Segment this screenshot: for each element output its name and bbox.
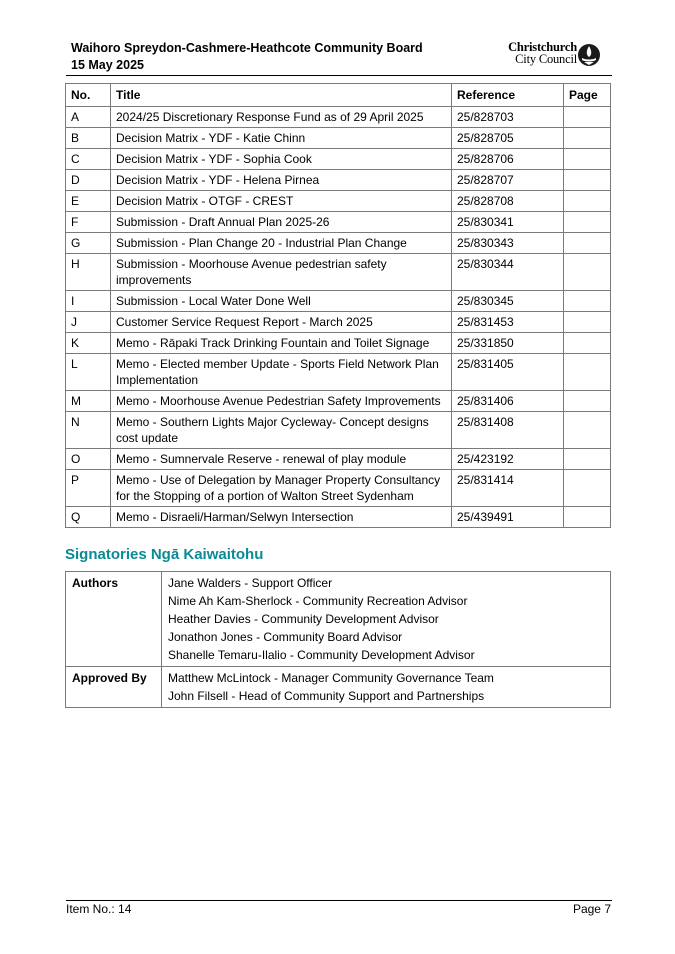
author-name: Shanelle Temaru-Ilalio - Community Development Advisor <box>168 648 475 662</box>
table-row <box>66 354 611 391</box>
meeting-date: 15 May 2025 <box>71 58 144 72</box>
table-row <box>66 449 611 470</box>
cell-page <box>564 507 611 528</box>
cell-title: Submission - Local Water Done Well <box>111 291 452 312</box>
cell-reference: 25/830343 <box>452 233 564 254</box>
cell-title: Decision Matrix - YDF - Helena Pirnea <box>111 170 452 191</box>
cell-page <box>564 128 611 149</box>
cell-reference: 25/828707 <box>452 170 564 191</box>
cell-reference: 25/830341 <box>452 212 564 233</box>
cell-no: B <box>66 128 111 149</box>
cell-reference: 25/439491 <box>452 507 564 528</box>
cell-page <box>564 354 611 391</box>
author-name: Jonathon Jones - Community Board Advisor <box>168 630 403 644</box>
cell-page <box>564 412 611 449</box>
cell-reference: 25/828703 <box>452 107 564 128</box>
cell-no: D <box>66 170 111 191</box>
authors-row <box>66 572 611 667</box>
table-row <box>66 470 611 507</box>
table-row <box>66 170 611 191</box>
cell-no: F <box>66 212 111 233</box>
cell-page <box>564 107 611 128</box>
cell-reference: 25/828708 <box>452 191 564 212</box>
cell-title: 2024/25 Discretionary Response Fund as of 29 April 2025 <box>111 107 452 128</box>
cell-no: O <box>66 449 111 470</box>
table-row <box>66 391 611 412</box>
table-row <box>66 107 611 128</box>
cell-no: I <box>66 291 111 312</box>
approved-row <box>66 667 611 708</box>
col-header-no: No. <box>66 84 111 107</box>
cell-reference: 25/331850 <box>452 333 564 354</box>
cell-reference: 25/831406 <box>452 391 564 412</box>
author-name: Nime Ah Kam-Sherlock - Community Recreation Advisor <box>168 594 468 608</box>
approved-list <box>162 667 611 708</box>
item-number: Item No.: 14 <box>66 902 132 916</box>
cell-title: Memo - Rāpaki Track Drinking Fountain and Toilet Signage <box>111 333 452 354</box>
cell-reference: 25/831405 <box>452 354 564 391</box>
logo-line2: City Council <box>515 52 577 66</box>
table-row <box>66 412 611 449</box>
cell-title: Decision Matrix - OTGF - CREST <box>111 191 452 212</box>
approved-label: Approved By <box>66 667 162 708</box>
cell-no: N <box>66 412 111 449</box>
page-header <box>71 40 611 76</box>
council-emblem-icon <box>577 43 601 67</box>
table-row <box>66 149 611 170</box>
authors-list <box>162 572 611 667</box>
cell-page <box>564 312 611 333</box>
cell-title: Decision Matrix - YDF - Sophia Cook <box>111 149 452 170</box>
cell-no: Q <box>66 507 111 528</box>
cell-title: Memo - Use of Delegation by Manager Property Consultancy for the Stopping of a portion of Walton Street Sydenham <box>111 470 452 507</box>
attachments-header-row <box>66 84 611 107</box>
col-header-reference: Reference <box>452 84 564 107</box>
table-row <box>66 507 611 528</box>
cell-page <box>564 470 611 507</box>
cell-no: P <box>66 470 111 507</box>
cell-reference: 25/423192 <box>452 449 564 470</box>
cell-reference: 25/828706 <box>452 149 564 170</box>
cell-reference: 25/831408 <box>452 412 564 449</box>
cell-reference: 25/831414 <box>452 470 564 507</box>
table-row <box>66 254 611 291</box>
cell-no: L <box>66 354 111 391</box>
header-rule <box>66 75 612 76</box>
cell-no: G <box>66 233 111 254</box>
cell-page <box>564 191 611 212</box>
cell-page <box>564 149 611 170</box>
cell-page <box>564 291 611 312</box>
cell-reference: 25/831453 <box>452 312 564 333</box>
table-row <box>66 191 611 212</box>
signatories-table <box>65 571 611 708</box>
approver-name: John Filsell - Head of Community Support and Partnerships <box>168 689 485 703</box>
logo-text <box>508 41 577 65</box>
signatories-heading: Signatories Ngā Kaiwaitohu <box>65 546 264 563</box>
footer-rule <box>66 900 612 901</box>
cell-reference: 25/830344 <box>452 254 564 291</box>
table-row <box>66 233 611 254</box>
attachments-table <box>65 83 611 528</box>
cell-page <box>564 333 611 354</box>
approver-name: Matthew McLintock - Manager Community Governance Team <box>168 671 494 685</box>
cell-no: M <box>66 391 111 412</box>
page-number: Page 7 <box>572 902 611 916</box>
cell-no: E <box>66 191 111 212</box>
table-row <box>66 212 611 233</box>
attachments-body <box>66 107 611 528</box>
cell-no: C <box>66 149 111 170</box>
table-row <box>66 333 611 354</box>
cell-reference: 25/830345 <box>452 291 564 312</box>
col-header-page: Page <box>564 84 611 107</box>
cell-page <box>564 170 611 191</box>
cell-page <box>564 391 611 412</box>
col-header-title: Title <box>111 84 452 107</box>
table-row <box>66 312 611 333</box>
cell-title: Submission - Draft Annual Plan 2025-26 <box>111 212 452 233</box>
cell-title: Memo - Southern Lights Major Cycleway- Concept designs cost update <box>111 412 452 449</box>
council-logo <box>501 41 611 69</box>
author-name: Heather Davies - Community Development Advisor <box>168 612 439 626</box>
cell-title: Memo - Moorhouse Avenue Pedestrian Safety Improvements <box>111 391 452 412</box>
cell-title: Submission - Moorhouse Avenue pedestrian safety improvements <box>111 254 452 291</box>
cell-no: K <box>66 333 111 354</box>
cell-page <box>564 212 611 233</box>
cell-no: H <box>66 254 111 291</box>
cell-no: J <box>66 312 111 333</box>
cell-page <box>564 449 611 470</box>
cell-page <box>564 233 611 254</box>
logo-line1: Christchurch <box>508 40 577 54</box>
cell-title: Memo - Sumnervale Reserve - renewal of play module <box>111 449 452 470</box>
cell-reference: 25/828705 <box>452 128 564 149</box>
cell-title: Customer Service Request Report - March 2025 <box>111 312 452 333</box>
cell-no: A <box>66 107 111 128</box>
cell-title: Submission - Plan Change 20 - Industrial Plan Change <box>111 233 452 254</box>
cell-title: Memo - Elected member Update - Sports Field Network Plan Implementation <box>111 354 452 391</box>
table-row <box>66 291 611 312</box>
board-name: Waihoro Spreydon-Cashmere-Heathcote Community Board <box>71 41 423 55</box>
authors-label: Authors <box>66 572 162 667</box>
table-row <box>66 128 611 149</box>
cell-page <box>564 254 611 291</box>
cell-title: Memo - Disraeli/Harman/Selwyn Intersection <box>111 507 452 528</box>
cell-title: Decision Matrix - YDF - Katie Chinn <box>111 128 452 149</box>
author-name: Jane Walders - Support Officer <box>168 576 333 590</box>
